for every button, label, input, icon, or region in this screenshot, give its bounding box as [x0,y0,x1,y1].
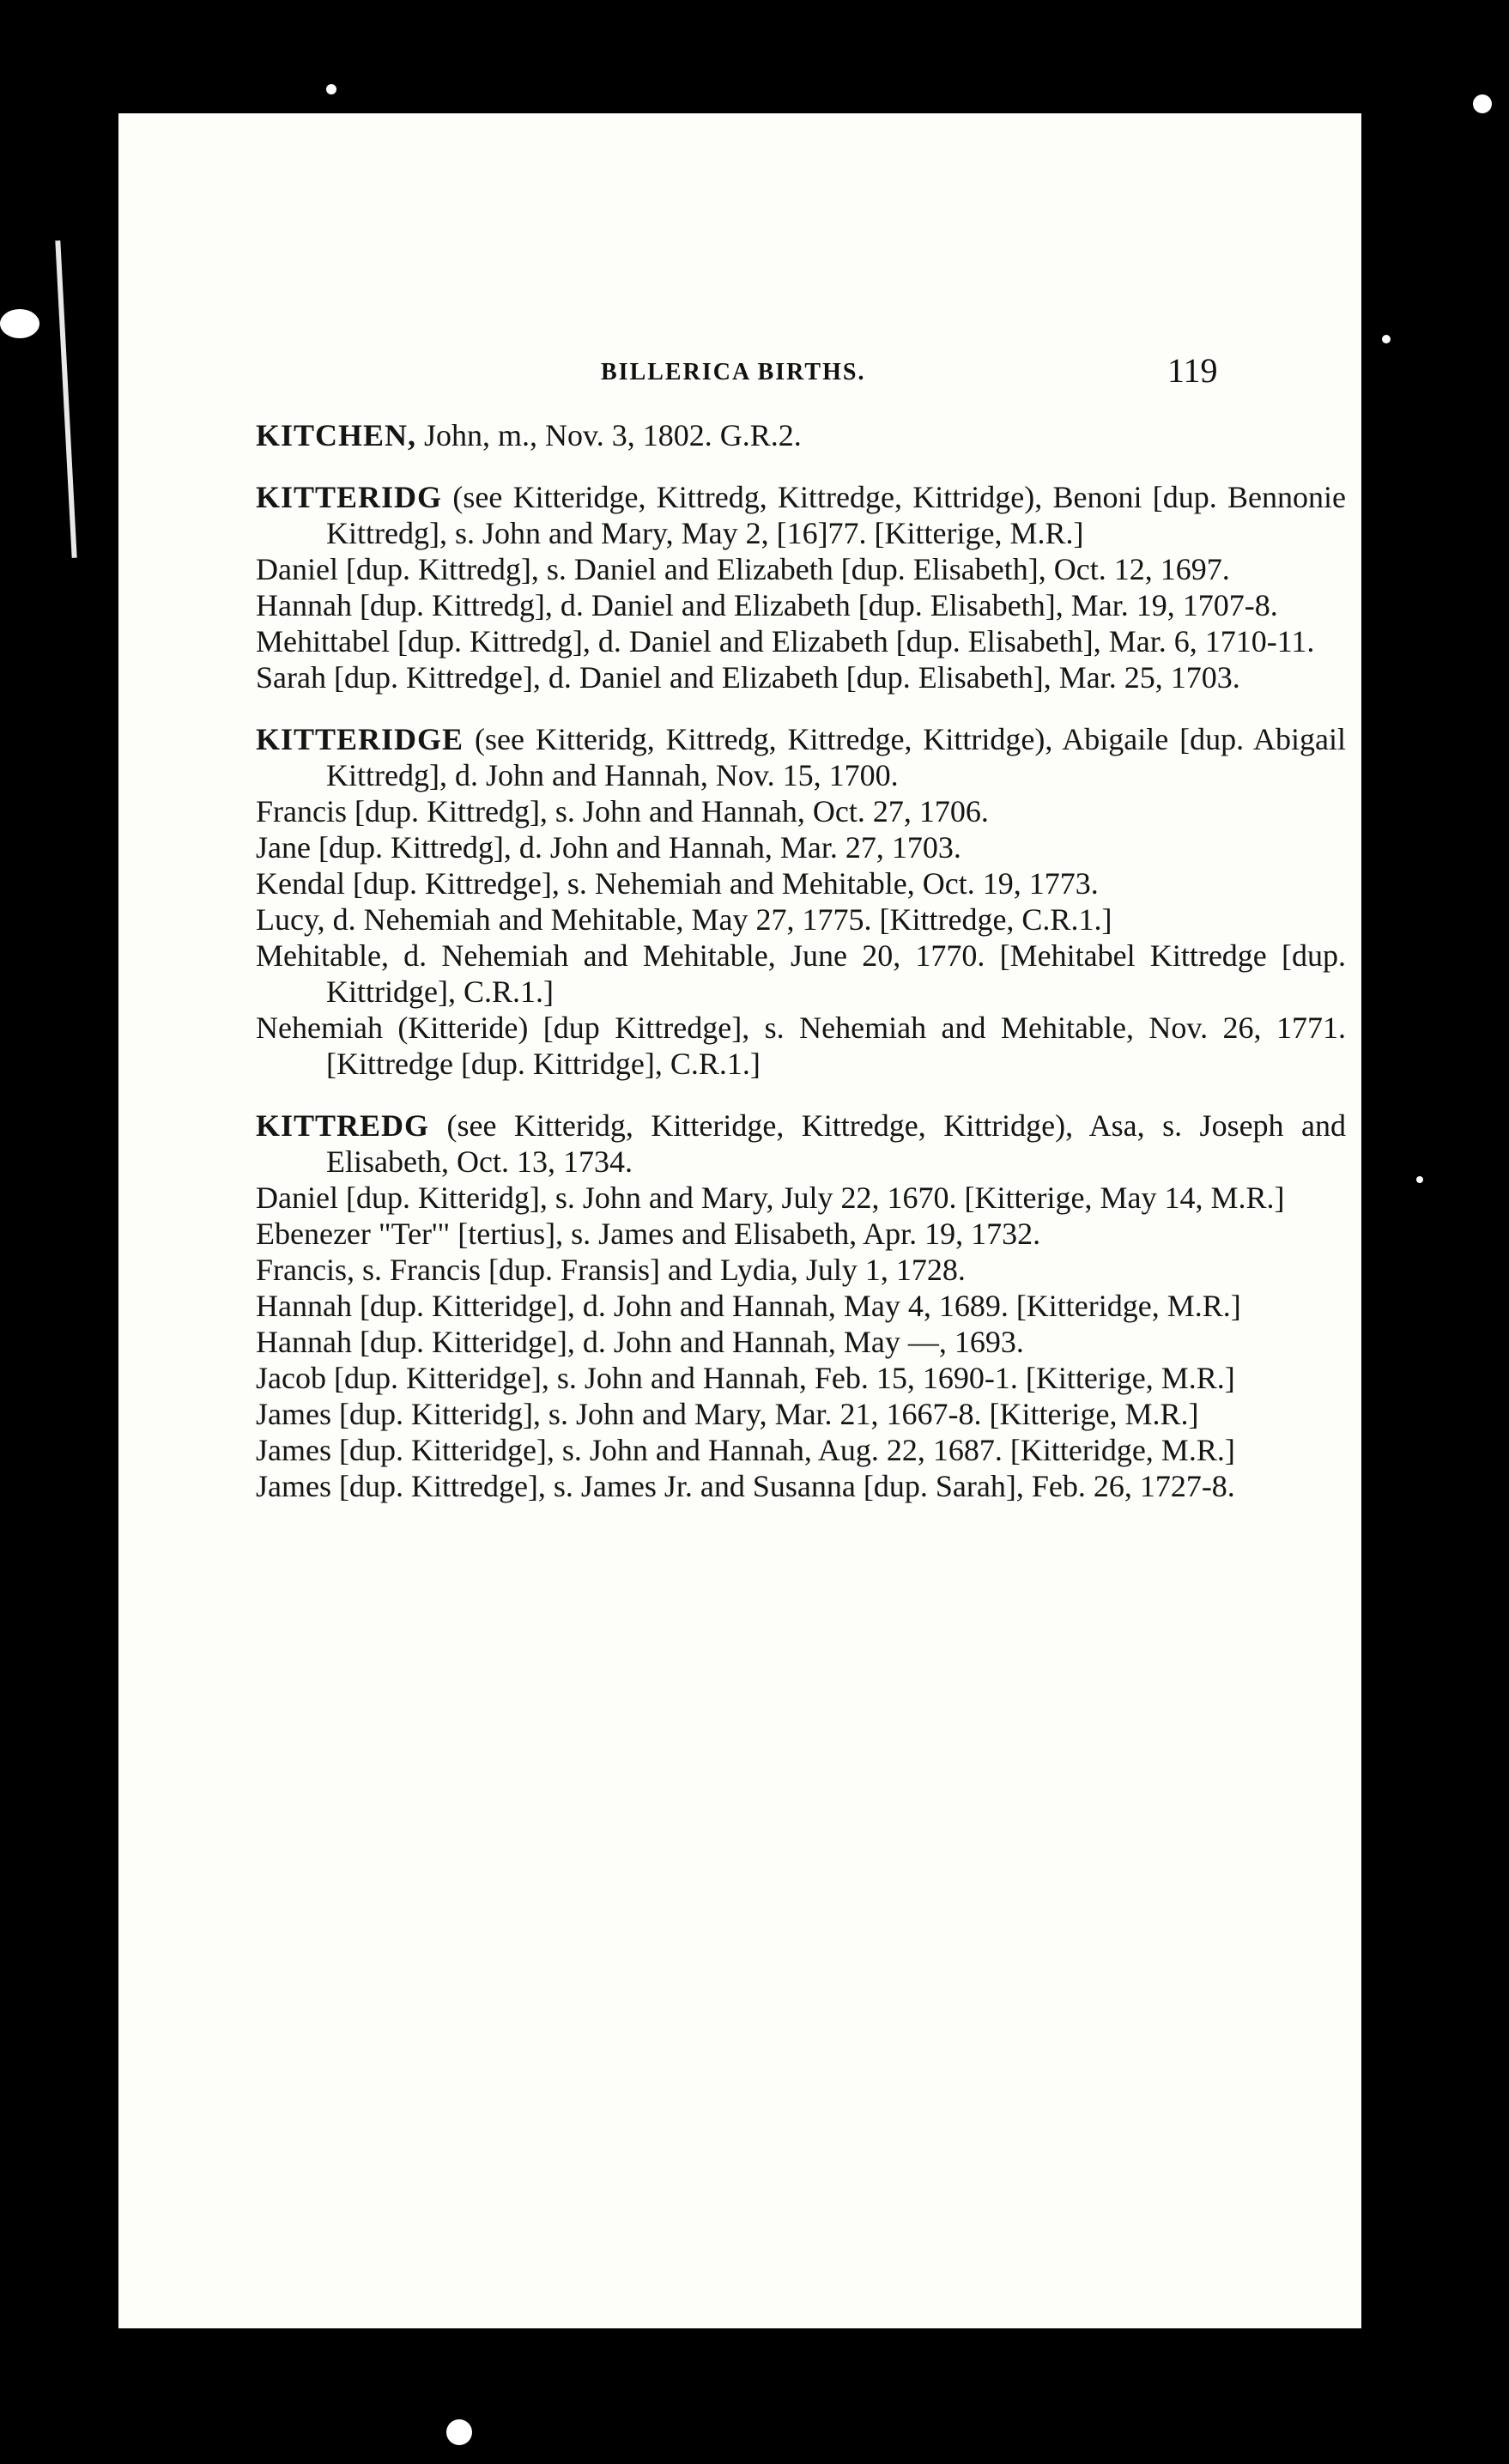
record-entry [256,865,1346,901]
record-entry [256,587,1346,623]
record-entry [256,1432,1346,1468]
surname-heading: KITTERIDG [256,480,443,514]
surname-group-kitteridge [256,721,1346,1082]
surname-group-kitteridg [256,479,1346,695]
entry-text: James [dup. Kitteridge], s. John and Hannah, Aug. 22, 1687. [Kitteridge, M.R.] [256,1433,1235,1467]
scan-speck [1382,335,1391,343]
surname-heading: KITCHEN, [256,418,417,452]
scan-speck [446,2419,472,2445]
entry-text: James [dup. Kittredge], s. James Jr. and Susanna [dup. Sarah], Feb. 26, 1727-8. [256,1469,1235,1503]
surname-group-kittredg [256,1108,1346,1504]
entry-text: Lucy, d. Nehemiah and Mehitable, May 27, 1775. [Kittredge, C.R.1.] [256,902,1112,937]
scan-speck [1416,1176,1423,1183]
entry-text: Mehitable, d. Nehemiah and Mehitable, June 20, 1770. [Mehitabel Kittredge [dup. Kittridge], C.R.1.] [256,938,1346,1009]
surname-group-kitchen [256,417,1346,453]
record-entry [256,1288,1346,1324]
entry-text: Jacob [dup. Kitteridge], s. John and Hannah, Feb. 15, 1690-1. [Kitterige, M.R.] [256,1361,1235,1395]
entry-text: Jane [dup. Kittredg], d. John and Hannah, Mar. 27, 1703. [256,830,961,865]
entry-text: Mehittabel [dup. Kittredg], d. Daniel and Elizabeth [dup. Elisabeth], Mar. 6, 1710-11. [256,624,1315,658]
record-entry [256,1180,1346,1216]
scan-edge-mark [55,240,76,558]
record-entry [256,1010,1346,1082]
scan-speck [1473,94,1492,113]
page-number: 119 [1167,351,1218,390]
record-entry [256,901,1346,938]
record-entry [256,793,1346,829]
record-entry [256,721,1346,793]
record-entry [256,1216,1346,1252]
entry-text: Francis [dup. Kittredg], s. John and Hannah, Oct. 27, 1706. [256,794,989,828]
record-entry [256,623,1346,659]
entry-text: John, m., Nov. 3, 1802. G.R.2. [416,418,802,452]
entry-text: Hannah [dup. Kitteridge], d. John and Hannah, May 4, 1689. [Kitteridge, M.R.] [256,1289,1241,1323]
scan-speck [326,84,336,94]
record-entry [256,1360,1346,1396]
scan-speck [0,309,39,338]
record-entry [256,417,1346,453]
entry-text: Hannah [dup. Kitteridge], d. John and Hannah, May —, 1693. [256,1325,1024,1359]
surname-heading: KITTREDG [256,1108,430,1143]
record-entry [256,659,1346,695]
record-entry [256,1252,1346,1288]
entry-text: (see Kitteridg, Kittredg, Kittredge, Kittridge), Abigaile [dup. Abigail Kittredg], d. John and Hannah, Nov. 15, 1700. [326,722,1346,792]
entry-text: James [dup. Kitteridg], s. John and Mary, Mar. 21, 1667-8. [Kitterige, M.R.] [256,1397,1199,1431]
record-entry [256,1468,1346,1504]
entry-text: Daniel [dup. Kitteridg], s. John and Mary, July 22, 1670. [Kitterige, May 14, M.R.] [256,1180,1285,1215]
entry-text: Hannah [dup. Kittredg], d. Daniel and Elizabeth [dup. Elisabeth], Mar. 19, 1707-8. [256,588,1278,622]
entry-text: (see Kitteridg, Kitteridge, Kittredge, Kittridge), Asa, s. Joseph and Elisabeth, Oct. 13, 1734. [326,1108,1346,1179]
record-entry [256,479,1346,551]
entry-text: Ebenezer "Ter'" [tertius], s. James and Elisabeth, Apr. 19, 1732. [256,1217,1041,1251]
surname-heading: KITTERIDGE [256,722,464,756]
record-entry [256,1396,1346,1432]
entry-text: Daniel [dup. Kittredg], s. Daniel and Elizabeth [dup. Elisabeth], Oct. 12, 1697. [256,552,1230,586]
entry-text: Nehemiah (Kitteride) [dup Kittredge], s. Nehemiah and Mehitable, Nov. 26, 1771. [Kittredge [dup. Kittridge], C.R.1.] [256,1010,1346,1081]
record-entry [256,938,1346,1010]
record-entry [256,1108,1346,1180]
record-entry [256,551,1346,587]
record-entry [256,829,1346,865]
entry-text: Francis, s. Francis [dup. Fransis] and Lydia, July 1, 1728. [256,1253,966,1287]
record-entry [256,1324,1346,1360]
entry-text: Kendal [dup. Kittredge], s. Nehemiah and Mehitable, Oct. 19, 1773. [256,866,1099,901]
entry-text: (see Kitteridge, Kittredg, Kittredge, Kittridge), Benoni [dup. Bennonie Kittredg], s. John and Mary, May 2, [16]77. [Kitterige, M.R.] [326,480,1346,550]
entry-text: Sarah [dup. Kittredge], d. Daniel and Elizabeth [dup. Elisabeth], Mar. 25, 1703. [256,660,1240,695]
running-title: BILLERICA BIRTHS. [601,359,866,385]
record-list [256,417,1346,1530]
document-page [118,113,1361,2328]
